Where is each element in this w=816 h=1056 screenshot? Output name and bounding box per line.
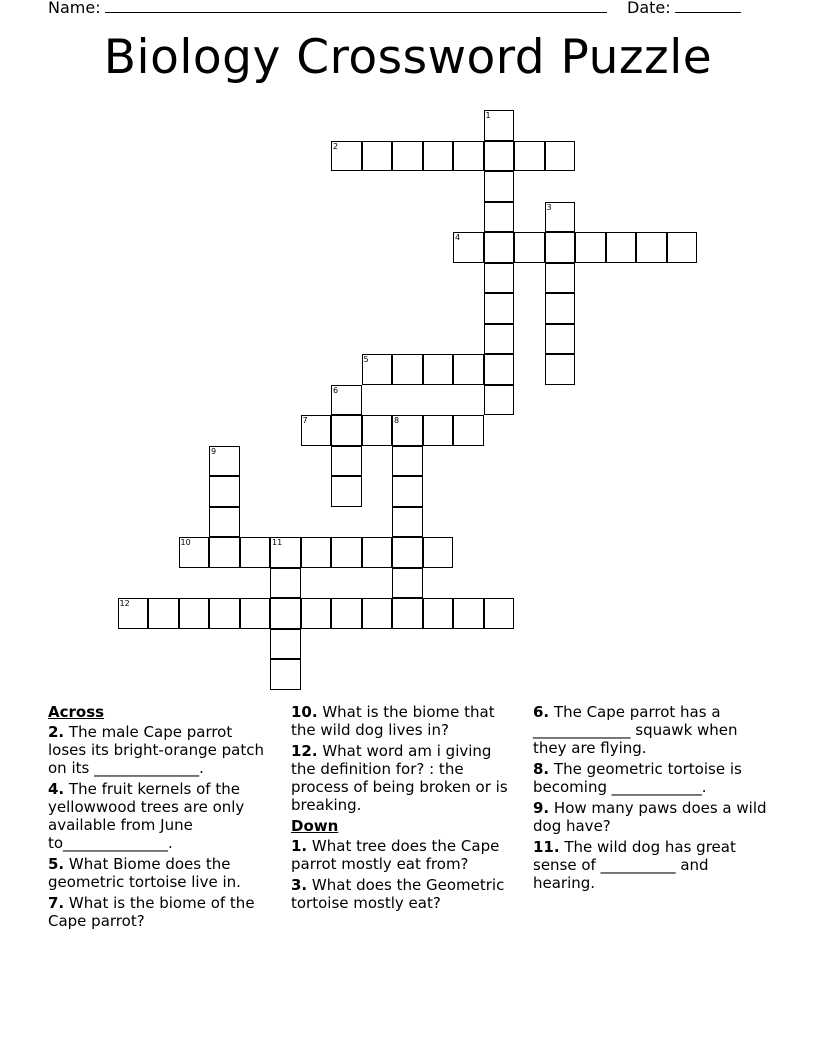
grid-cell[interactable] [240, 537, 271, 568]
grid-cell[interactable] [301, 415, 332, 446]
grid-cell[interactable] [484, 385, 515, 416]
grid-cell[interactable] [301, 598, 332, 629]
grid-cell[interactable] [392, 537, 423, 568]
grid-cell[interactable] [270, 568, 301, 599]
clue-number: 5 [363, 355, 369, 364]
grid-cell[interactable] [484, 354, 515, 385]
page-title: Biology Crossword Puzzle [103, 30, 713, 85]
down-heading: Down [291, 817, 339, 835]
grid-cell[interactable] [484, 598, 515, 629]
clue-across-4: 4. The fruit kernels of the yellowwood trees are only available from June to______________. [48, 780, 245, 852]
clue-down-6: 6. The Cape parrot has a _____________ squawk when they are flying. [533, 703, 738, 757]
grid-cell[interactable] [484, 171, 515, 202]
grid-cell[interactable] [423, 415, 454, 446]
grid-cell[interactable] [209, 507, 240, 538]
clue-number: 3 [546, 202, 552, 212]
clue-number: 10 [180, 538, 191, 547]
grid-cell[interactable] [514, 141, 545, 172]
clue-across-2: 2. The male Cape parrot loses its bright-orange patch on its ______________. [48, 723, 264, 777]
grid-cell[interactable] [209, 446, 240, 477]
grid-cell[interactable] [301, 537, 332, 568]
grid-cell[interactable] [392, 568, 423, 599]
clue-number: 4 [455, 233, 461, 242]
clue-across-12: 12. What word am i giving the definition for? : the process of being broken or is breaking. [291, 742, 508, 814]
clue-number: 12 [119, 599, 130, 608]
grid-cell[interactable] [240, 598, 271, 629]
grid-cell[interactable] [453, 232, 484, 263]
clue-column-3 [533, 703, 769, 895]
grid-cell[interactable] [392, 446, 423, 477]
across-heading: Across [48, 703, 105, 721]
grid-cell[interactable] [331, 415, 362, 446]
clue-number: 2 [333, 141, 339, 151]
clue-column-2 [291, 703, 519, 915]
grid-cell[interactable] [392, 476, 423, 507]
grid-cell[interactable] [453, 415, 484, 446]
grid-cell[interactable] [575, 232, 606, 263]
clue-down-3: 3. What does the Geometric tortoise mostly eat? [291, 876, 505, 912]
grid-cell[interactable] [270, 629, 301, 660]
grid-cell[interactable] [606, 232, 637, 263]
grid-cell[interactable] [270, 598, 301, 629]
grid-cell[interactable] [179, 598, 210, 629]
grid-cell[interactable] [514, 232, 545, 263]
clue-number: 7 [302, 416, 308, 425]
grid-cell[interactable] [667, 232, 698, 263]
grid-cell[interactable] [392, 141, 423, 172]
grid-cell[interactable] [453, 354, 484, 385]
clue-across-5: 5. What Biome does the geometric tortoise live in. [48, 855, 241, 891]
grid-cell[interactable] [484, 202, 515, 233]
grid-cell[interactable] [545, 202, 576, 233]
clue-number: 6 [333, 385, 339, 395]
grid-cell[interactable] [209, 598, 240, 629]
clue-column-1 [48, 703, 273, 933]
grid-cell[interactable] [423, 598, 454, 629]
clue-down-8: 8. The geometric tortoise is becoming ____________. [533, 760, 742, 796]
grid-cell[interactable] [179, 537, 210, 568]
grid-cell[interactable] [331, 446, 362, 477]
grid-cell[interactable] [362, 415, 393, 446]
grid-cell[interactable] [453, 141, 484, 172]
grid-cell[interactable] [484, 263, 515, 294]
grid-cell[interactable] [484, 232, 515, 263]
name-label: Name: [48, 0, 101, 17]
grid-cell[interactable] [636, 232, 667, 263]
clue-across-10: 10. What is the biome that the wild dog lives in? [291, 703, 495, 739]
grid-cell[interactable] [362, 537, 393, 568]
grid-cell[interactable] [118, 598, 149, 629]
grid-cell[interactable] [209, 476, 240, 507]
grid-cell[interactable] [331, 476, 362, 507]
grid-cell[interactable] [392, 415, 423, 446]
clue-number: 8 [394, 416, 400, 425]
grid-cell[interactable] [484, 110, 515, 141]
grid-cell[interactable] [331, 385, 362, 416]
grid-cell[interactable] [545, 324, 576, 355]
grid-cell[interactable] [270, 659, 301, 690]
grid-cell[interactable] [331, 141, 362, 172]
grid-cell[interactable] [148, 598, 179, 629]
grid-cell[interactable] [545, 354, 576, 385]
clue-number: 11 [272, 538, 283, 547]
clue-down-1: 1. What tree does the Cape parrot mostly eat from? [291, 837, 500, 873]
grid-cell[interactable] [484, 141, 515, 172]
grid-cell[interactable] [392, 507, 423, 538]
grid-cell[interactable] [484, 293, 515, 324]
clue-across-7: 7. What is the biome of the Cape parrot? [48, 894, 255, 930]
date-label: Date: [627, 0, 671, 17]
grid-cell[interactable] [362, 354, 393, 385]
grid-cell[interactable] [423, 537, 454, 568]
grid-cell[interactable] [484, 324, 515, 355]
grid-cell[interactable] [331, 598, 362, 629]
grid-cell[interactable] [545, 232, 576, 263]
clue-down-11: 11. The wild dog has great sense of __________ and hearing. [533, 838, 736, 892]
grid-cell[interactable] [545, 293, 576, 324]
grid-cell[interactable] [270, 537, 301, 568]
grid-cell[interactable] [423, 354, 454, 385]
grid-cell[interactable] [453, 598, 484, 629]
grid-cell[interactable] [392, 354, 423, 385]
clue-down-9: 9. How many paws does a wild dog have? [533, 799, 767, 835]
clue-number: 9 [211, 446, 217, 456]
grid-cell[interactable] [362, 141, 393, 172]
grid-cell[interactable] [545, 263, 576, 294]
clue-number: 1 [485, 111, 491, 120]
grid-cell[interactable] [362, 598, 393, 629]
grid-cell[interactable] [331, 537, 362, 568]
grid-cell[interactable] [209, 537, 240, 568]
grid-cell[interactable] [423, 141, 454, 172]
grid-cell[interactable] [545, 141, 576, 172]
grid-cell[interactable] [392, 598, 423, 629]
